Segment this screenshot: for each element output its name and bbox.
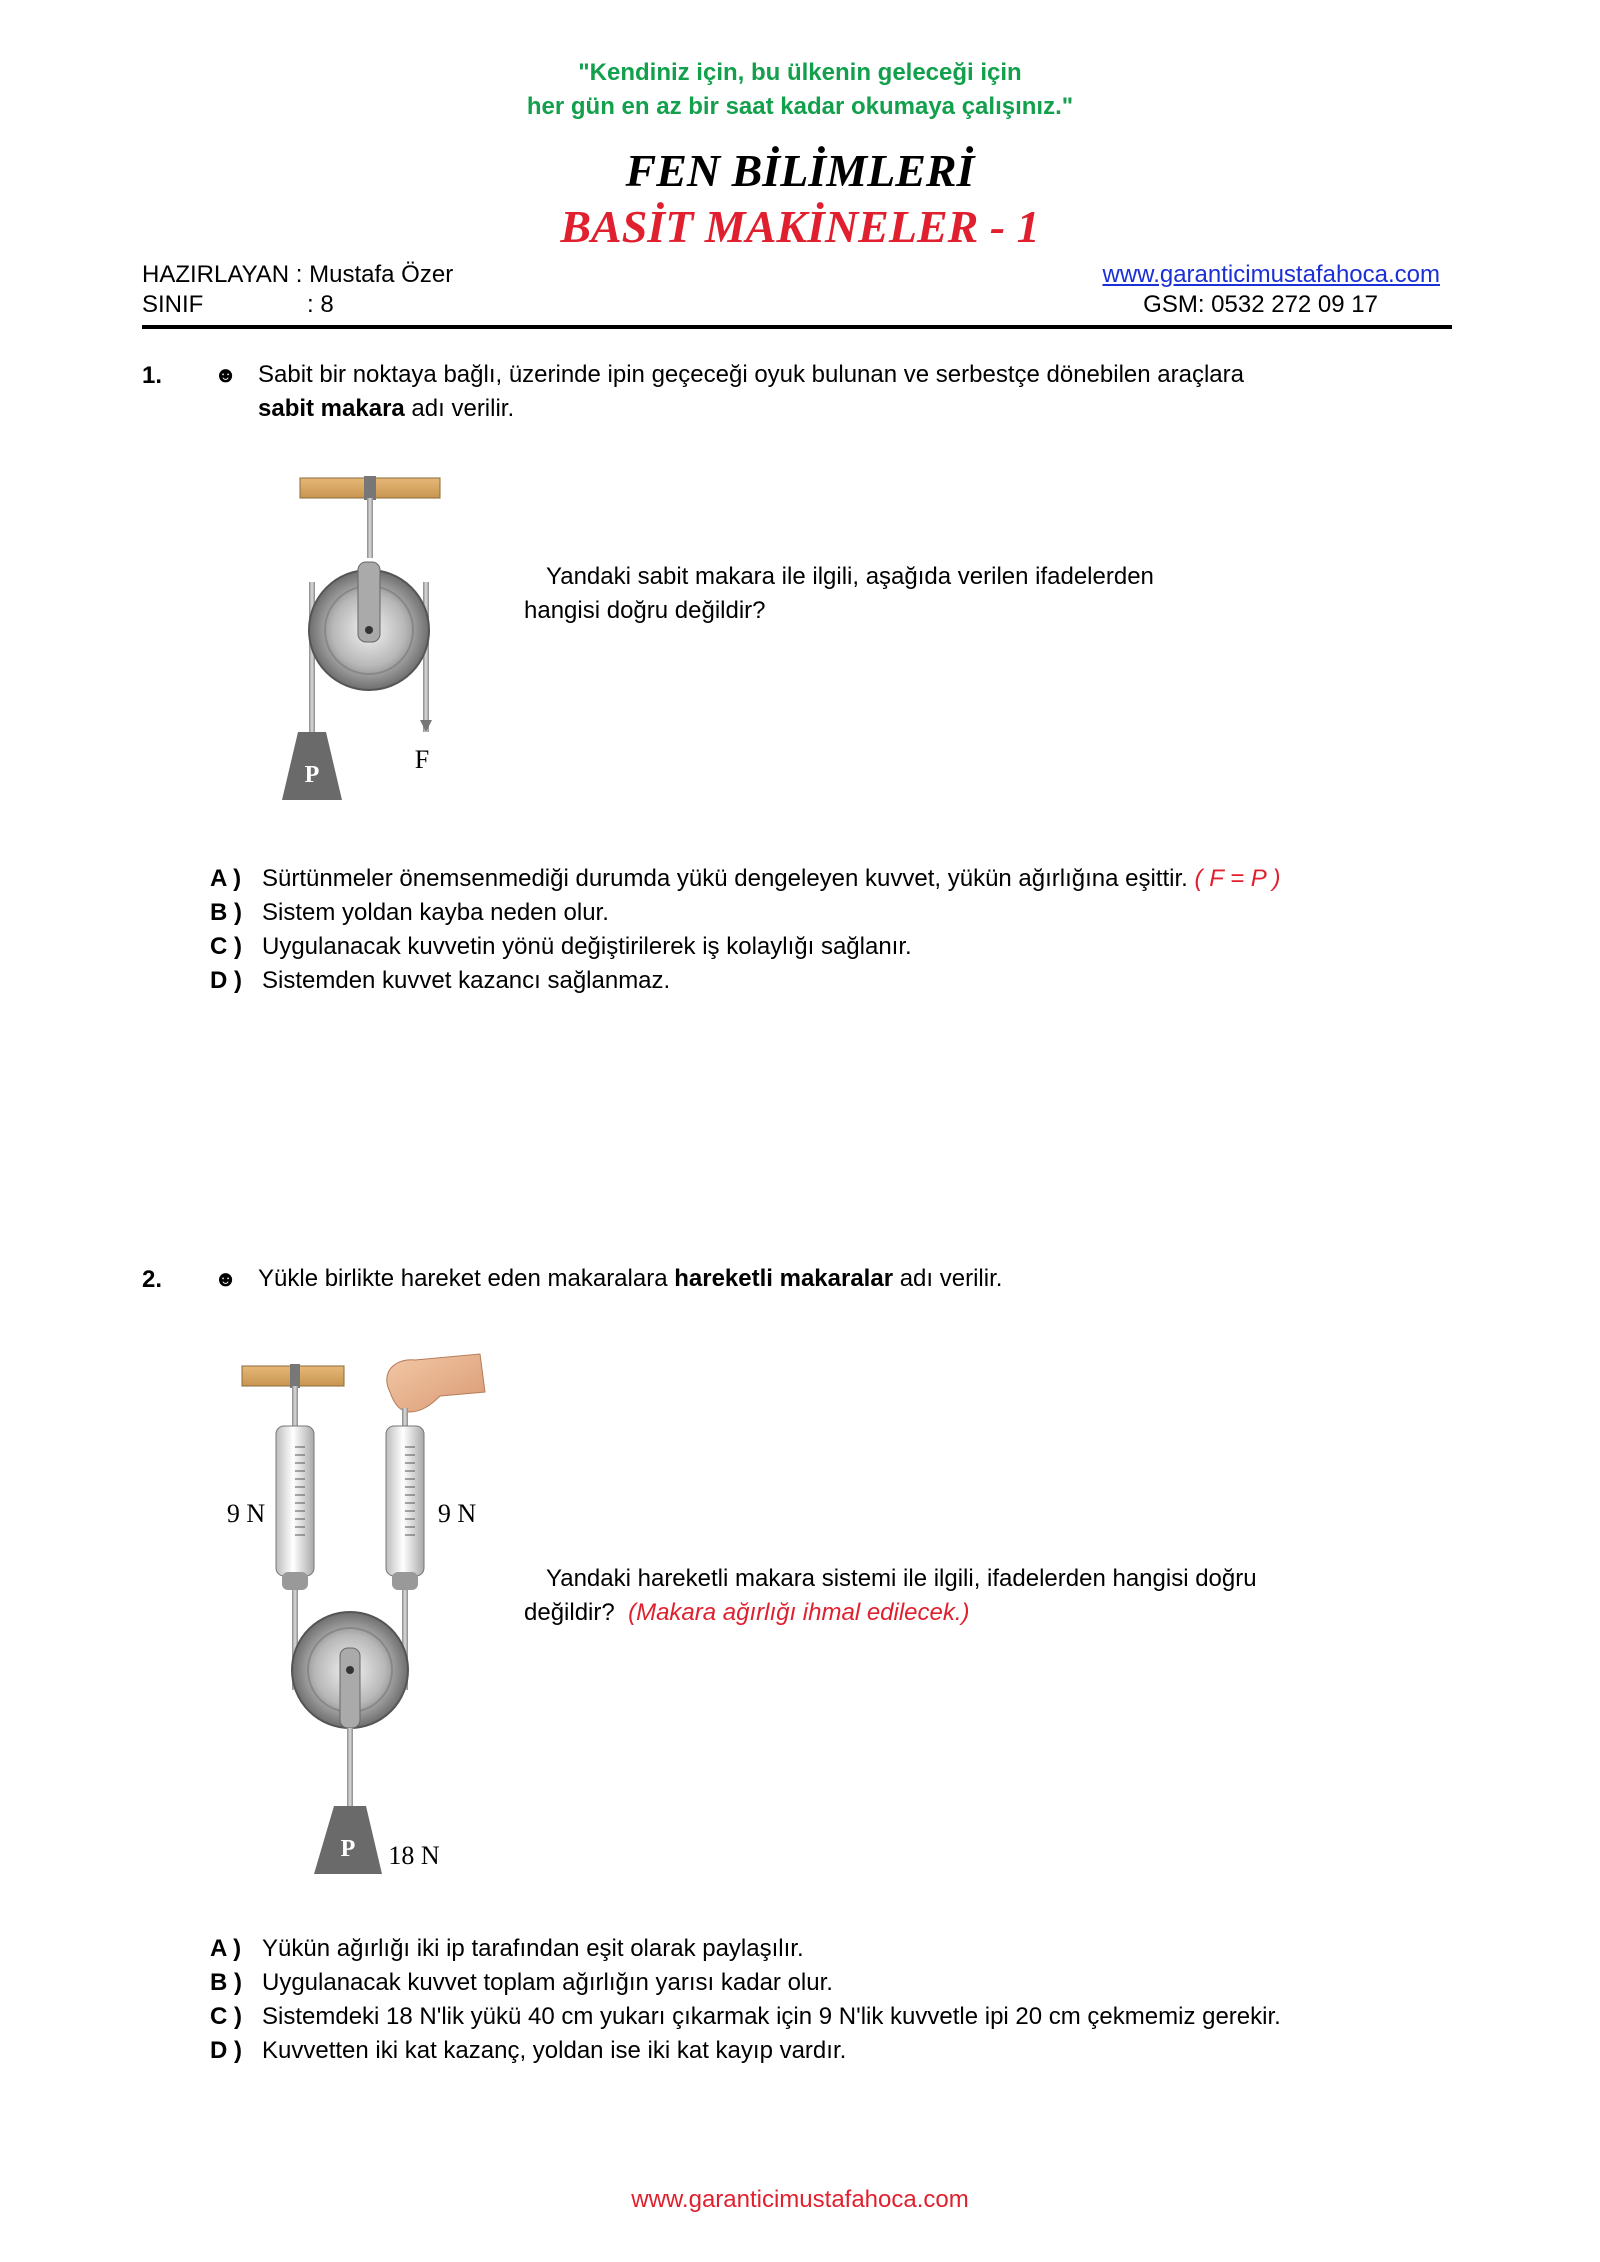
class-label: SINIF xyxy=(142,291,204,318)
question-1-prompt xyxy=(524,560,1154,628)
question-2-option-b[interactable] xyxy=(210,1966,833,2000)
option-text: Sistemdeki 18 N'lik yükü 40 cm yukarı çıkarmak için 9 N'lik kuvvetle ipi 20 cm çekmemiz gerekir. xyxy=(262,2003,1281,2030)
left-scale-hook xyxy=(282,1572,308,1590)
weight-value: 18 N xyxy=(388,1841,440,1870)
question-1-intro xyxy=(258,358,1244,426)
question-1-option-a[interactable] xyxy=(210,862,1281,896)
option-note: ( F = P ) xyxy=(1194,865,1281,892)
option-letter: A ) xyxy=(210,1935,242,1962)
fixed-pulley-figure xyxy=(270,470,460,810)
smiley-bullet-icon: ☻ xyxy=(214,362,238,387)
question-2-prompt-line-2: değildir? xyxy=(524,1599,615,1626)
quote-line-2: her gün en az bir saat kadar okumaya çalışınız." xyxy=(526,93,1074,120)
option-text: Sürtünmeler önemsenmediği durumda yükü dengeleyen kuvvet, yükün ağırlığına eşittir. xyxy=(262,865,1195,892)
right-scale-reading: 9 N xyxy=(437,1499,477,1528)
page-subtitle: BASİT MAKİNELER - 1 xyxy=(560,201,1040,252)
option-letter: D ) xyxy=(210,967,242,994)
option-text: Kuvvetten iki kat kazanç, yoldan ise iki kat kayıp vardır. xyxy=(262,2037,847,2064)
option-text: Uygulanacak kuvvetin yönü değiştirilerek iş kolaylığı sağlanır. xyxy=(262,933,912,960)
movable-pulley-figure xyxy=(210,1352,500,1882)
right-scale-hook xyxy=(392,1572,418,1590)
weight-label: P xyxy=(304,762,320,788)
question-2-intro-pre: Yükle birlikte hareket eden makaralara xyxy=(258,1265,675,1292)
question-1-prompt-line-2: hangisi doğru değildir? xyxy=(524,597,766,624)
quote-line-1: "Kendiniz için, bu ülkenin geleceği için xyxy=(578,59,1022,86)
question-2-intro xyxy=(258,1262,1002,1296)
question-1-intro-line: Sabit bir noktaya bağlı, üzerinde ipin geçeceği oyuk bulunan ve serbestçe dönebilen araçlara xyxy=(258,361,1244,388)
question-1-option-b[interactable] xyxy=(210,896,609,930)
question-2-term: hareketli makaralar xyxy=(674,1265,894,1292)
footer-website[interactable]: www.garanticimustafahoca.com xyxy=(631,2186,969,2213)
option-text: Yükün ağırlığı iki ip tarafından eşit olarak paylaşılır. xyxy=(262,1935,804,1962)
hook-bracket xyxy=(290,1364,300,1388)
hand-icon xyxy=(387,1354,485,1412)
option-text: Sistemden kuvvet kazancı sağlanmaz. xyxy=(262,967,671,994)
option-letter: D ) xyxy=(210,2037,242,2064)
hook-bracket xyxy=(364,476,376,500)
hand-rope xyxy=(402,1408,408,1428)
right-spring-scale xyxy=(386,1426,424,1576)
left-scale-reading: 9 N xyxy=(226,1499,266,1528)
load-rope xyxy=(347,1728,353,1806)
option-letter: B ) xyxy=(210,899,242,926)
question-2-option-c[interactable] xyxy=(210,2000,1281,2034)
question-1-term: sabit makara xyxy=(258,395,405,422)
pulley-axle xyxy=(365,626,373,634)
page-title: FEN BİLİMLERİ xyxy=(625,145,975,196)
pulley-axle xyxy=(346,1666,354,1674)
support-rod xyxy=(367,498,373,558)
weight-label: P xyxy=(340,1836,356,1862)
header-divider xyxy=(142,325,1452,329)
smiley-bullet-icon: ☻ xyxy=(214,1266,238,1291)
option-letter: B ) xyxy=(210,1969,242,1996)
pulley-axle-holder xyxy=(340,1648,360,1728)
option-text: Sistem yoldan kayba neden olur. xyxy=(262,899,609,926)
option-letter: C ) xyxy=(210,2003,242,2030)
question-2-option-a[interactable] xyxy=(210,1932,804,1966)
question-1-option-d[interactable] xyxy=(210,964,670,998)
question-1-option-c[interactable] xyxy=(210,930,912,964)
question-1-prompt-line-1: Yandaki sabit makara ile ilgili, aşağıda verilen ifadelerden xyxy=(546,563,1154,590)
question-2-option-d[interactable] xyxy=(210,2034,846,2068)
left-spring-scale xyxy=(276,1426,314,1576)
question-2-number: 2. xyxy=(142,1266,163,1293)
website-link[interactable]: www.garanticimustafahoca.com xyxy=(1102,261,1440,288)
option-letter: A ) xyxy=(210,865,242,892)
question-1-number: 1. xyxy=(142,362,163,389)
question-2-prompt xyxy=(524,1562,1257,1630)
support-rope xyxy=(292,1386,298,1426)
option-text: Uygulanacak kuvvet toplam ağırlığın yarısı kadar olur. xyxy=(262,1969,833,1996)
question-2-intro-rest: adı verilir. xyxy=(893,1265,1003,1292)
force-arrow-icon xyxy=(420,720,432,732)
question-2-prompt-note: (Makara ağırlığı ihmal edilecek.) xyxy=(628,1599,970,1626)
question-1-intro-rest: adı verilir. xyxy=(404,395,515,422)
option-letter: C ) xyxy=(210,933,242,960)
class-value: : 8 xyxy=(307,291,334,318)
author-label: HAZIRLAYAN : Mustafa Özer xyxy=(142,261,454,288)
question-2-prompt-line-1: Yandaki hareketli makara sistemi ile ilgili, ifadelerden hangisi doğru xyxy=(546,1565,1257,1592)
phone-number: GSM: 0532 272 09 17 xyxy=(1143,291,1378,318)
force-label: F xyxy=(414,745,430,774)
